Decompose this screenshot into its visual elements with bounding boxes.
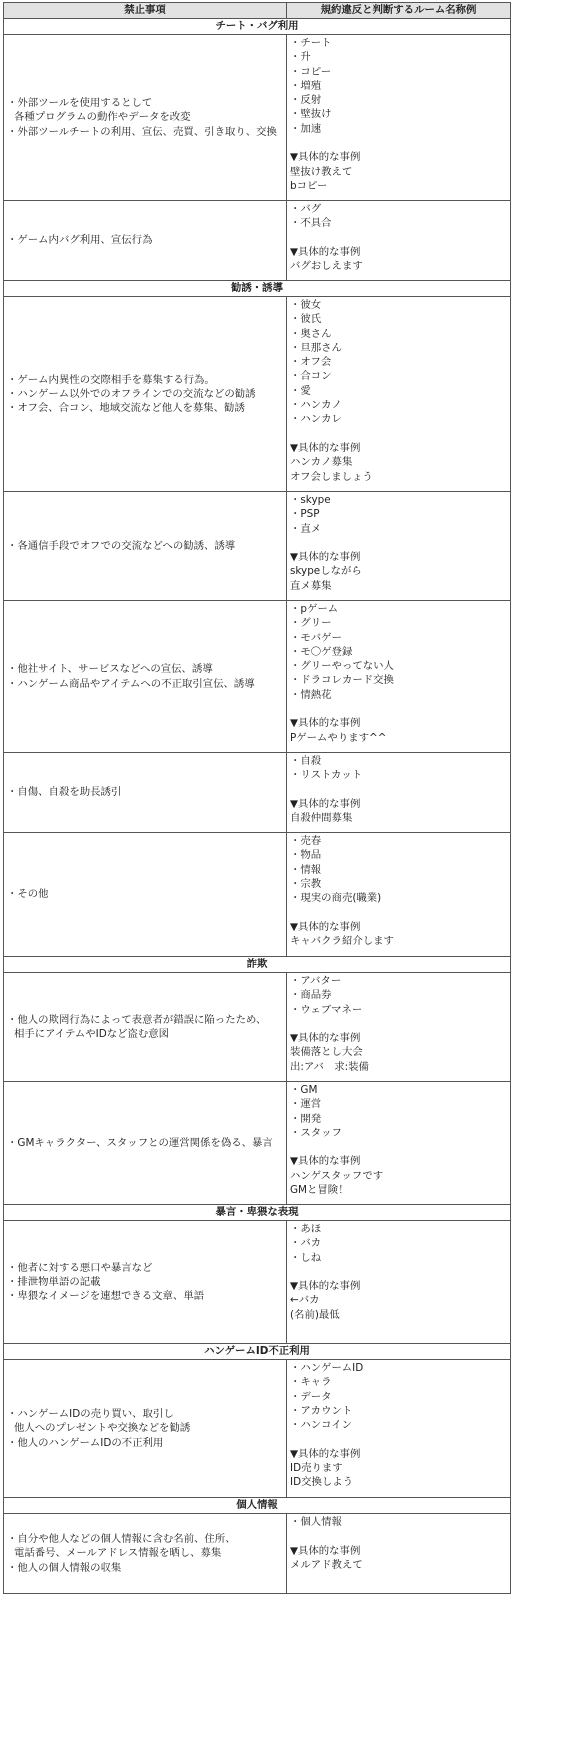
section-row: [4, 281, 511, 297]
case-label: ▼具体的な事例: [290, 245, 361, 258]
rule-row: [4, 492, 511, 601]
section-row: [4, 957, 511, 973]
prohibited-action-cell: [4, 492, 287, 601]
spacer: [290, 1529, 507, 1543]
prohibited-action-line: ・ゲーム内異性の交際相手を募集する行為。: [7, 373, 215, 386]
prohibited-action-line: 電話番号、メールアドレス情報を晒し、募集: [14, 1547, 222, 1560]
banned-word: ・反射: [290, 94, 322, 107]
rule-row: [4, 1360, 511, 1498]
case-example: ←バカ: [290, 1294, 320, 1307]
prohibited-action-cell: [4, 833, 287, 957]
rule-row: [4, 1082, 511, 1205]
rule-row: [4, 35, 511, 201]
prohibited-action-line: 各種プログラムの動作やデータを改変: [14, 111, 191, 124]
case-example: メルアド教えて: [290, 1558, 363, 1571]
room-name-examples-cell: [287, 973, 511, 1082]
header-row: [4, 3, 511, 19]
room-name-examples-cell: [287, 201, 511, 281]
spacer: [290, 136, 507, 150]
banned-word: ・壁抜け: [290, 108, 332, 121]
banned-word: ・売春: [290, 835, 322, 847]
case-label: ▼具体的な事例: [290, 797, 361, 810]
rule-row: [4, 601, 511, 753]
case-example: GMと冒険！: [290, 1184, 349, 1197]
banned-word: ・PSP: [290, 508, 320, 521]
banned-word: ・運営: [290, 1098, 322, 1111]
prohibited-action-line: ・その他: [7, 888, 49, 901]
prohibited-action-line: ・他人の欺罔行為によって表意者が錯誤に陥ったため、: [7, 1013, 267, 1026]
room-name-examples-cell: [287, 297, 511, 492]
section-title: 詐欺: [4, 957, 511, 973]
room-name-examples-cell: [287, 1221, 511, 1344]
case-example: skypeしながら: [290, 565, 362, 578]
rule-row: [4, 201, 511, 281]
prohibited-action-cell: [4, 601, 287, 753]
prohibited-action-line: ・外部ツールを使用するとして: [7, 97, 153, 110]
banned-word: ・チート: [290, 37, 332, 49]
case-label: ▼具体的な事例: [290, 920, 361, 933]
banned-word: ・現実の商売(職業): [290, 892, 382, 905]
banned-word: ・物品: [290, 849, 322, 862]
banned-word: ・コピー: [290, 65, 332, 78]
banned-word: ・GM: [290, 1084, 318, 1096]
spacer: [290, 427, 507, 441]
case-label: ▼具体的な事例: [290, 1544, 361, 1557]
banned-word: ・加速: [290, 122, 322, 135]
spacer: [290, 702, 507, 716]
banned-word: ・升: [290, 51, 311, 64]
prohibited-action-line: ・卑猥なイメージを連想できる文章、単語: [7, 1290, 205, 1303]
banned-word: ・彼氏: [290, 313, 322, 326]
prohibited-action-line: ・他人のハンゲームIDの不正利用: [7, 1436, 164, 1449]
prohibited-action-cell: [4, 1360, 287, 1498]
case-example: 装備落とし大会: [290, 1046, 363, 1059]
banned-word: ・直メ: [290, 522, 322, 535]
prohibited-action-line: ・各通信手段でオフでの交流などへの勧誘、誘導: [7, 539, 236, 552]
section-row: [4, 1498, 511, 1514]
prohibited-action-line: ・他者に対する悪口や暴言など: [7, 1261, 153, 1274]
room-name-examples-cell: [287, 35, 511, 201]
prohibited-action-cell: [4, 1221, 287, 1344]
spacer: [290, 783, 507, 797]
room-name-examples-cell: [287, 753, 511, 833]
banned-word: ・データ: [290, 1390, 332, 1403]
case-label: ▼具体的な事例: [290, 1280, 361, 1293]
case-example: ハンカノ募集: [290, 456, 353, 469]
case-example: キャバクラ紹介します: [290, 935, 394, 948]
case-example: ハンゲスタッフです: [290, 1169, 384, 1182]
case-label: ▼具体的な事例: [290, 151, 361, 164]
case-example: ID交換しよう: [290, 1476, 354, 1489]
prohibited-action-cell: [4, 1514, 287, 1594]
prohibited-action-line: ・ゲーム内バグ利用、宣伝行為: [7, 234, 153, 247]
banned-word: ・個人情報: [290, 1516, 342, 1528]
banned-word: ・商品券: [290, 989, 332, 1002]
banned-word: ・情報: [290, 863, 322, 876]
rule-row: [4, 1514, 511, 1594]
prohibited-action-line: ・排泄物単語の記載: [7, 1275, 101, 1288]
banned-word: ・増殖: [290, 79, 322, 92]
banned-word: ・リストカット: [290, 769, 363, 782]
section-row: [4, 1344, 511, 1360]
case-example: ID売ります: [290, 1462, 343, 1475]
section-title: ハンゲームID不正利用: [4, 1344, 511, 1360]
banned-word: ・アカウント: [290, 1404, 353, 1417]
banned-word: ・開発: [290, 1112, 322, 1125]
banned-word: ・合コン: [290, 370, 332, 383]
case-example: 直メ募集: [290, 579, 332, 592]
banned-word: ・愛: [290, 384, 311, 397]
banned-word: ・ハンカレ: [290, 413, 342, 426]
prohibited-action-line: ・ハンゲーム商品やアイテムへの不正取引宣伝、誘導: [7, 677, 255, 690]
prohibited-action-line: ・他社サイト、サービスなどへの宣伝、誘導: [7, 663, 213, 676]
prohibited-action-cell: [4, 753, 287, 833]
banned-word: ・バカ: [290, 1237, 322, 1250]
case-example: Pゲームやります^^: [290, 731, 387, 744]
rule-row: [4, 297, 511, 492]
case-label: ▼具体的な事例: [290, 441, 361, 454]
section-title: 暴言・卑猥な表現: [4, 1205, 511, 1221]
banned-word: ・キャラ: [290, 1376, 332, 1389]
prohibited-action-line: ・GMキャラクター、スタッフとの運営関係を偽る、暴言: [7, 1136, 273, 1149]
prohibited-action-cell: [4, 973, 287, 1082]
prohibited-action-line: ・他人の個人情報の収集: [7, 1561, 122, 1574]
banned-word: ・スタッフ: [290, 1126, 342, 1139]
banned-word: ・情熱花: [290, 688, 332, 701]
case-example: (名前)最低: [290, 1308, 340, 1321]
rules-table-container: [3, 2, 510, 1594]
case-example: 壁抜け教えて: [290, 165, 353, 178]
prohibited-action-cell: [4, 297, 287, 492]
banned-word: ・モバゲー: [290, 631, 342, 644]
prohibited-action-line: ・外部ツールチートの利用、宣伝、売買、引き取り、交換: [7, 125, 277, 138]
case-example: 出:アバ 求:装備: [290, 1060, 369, 1073]
case-label: ▼具体的な事例: [290, 551, 361, 564]
banned-word: ・モ〇ゲ登録: [290, 645, 353, 658]
spacer: [290, 231, 507, 245]
rule-row: [4, 833, 511, 957]
prohibited-action-line: ・ハンゲームIDの売り買い、取引し: [7, 1408, 174, 1421]
spacer: [290, 536, 507, 550]
prohibited-action-line: ・ハンゲーム以外でのオフラインでの交流などの勧誘: [7, 387, 256, 400]
rule-row: [4, 753, 511, 833]
case-label: ▼具体的な事例: [290, 717, 361, 730]
rules-table-body: [4, 3, 511, 1594]
banned-word: ・ドラコレカード交換: [290, 674, 394, 687]
prohibited-action-cell: [4, 1082, 287, 1205]
banned-word: ・ウェブマネー: [290, 1003, 363, 1016]
banned-word: ・旦那さん: [290, 341, 342, 354]
prohibited-action-line: ・自傷、自殺を助長誘引: [7, 786, 122, 799]
rules-table: [3, 2, 511, 1594]
prohibited-action-cell: [4, 35, 287, 201]
section-title: 個人情報: [4, 1498, 511, 1514]
banned-word: ・pゲーム: [290, 603, 339, 615]
case-example: オフ会しましょう: [290, 470, 373, 483]
case-label: ▼具体的な事例: [290, 1032, 361, 1045]
room-name-examples-cell: [287, 1514, 511, 1594]
header-prohibited: 禁止事項: [4, 3, 287, 19]
prohibited-action-line: ・オフ会、合コン、地域交流など他人を募集、勧誘: [7, 402, 245, 415]
room-name-examples-cell: [287, 1082, 511, 1205]
section-row: [4, 19, 511, 35]
rule-row: [4, 973, 511, 1082]
banned-word: ・バグ: [290, 203, 322, 215]
banned-word: ・奥さん: [290, 327, 332, 340]
banned-word: ・ハンカノ: [290, 399, 342, 412]
banned-word: ・ハンコイン: [290, 1419, 353, 1432]
prohibited-action-line: 他人へのプレゼントや交換などを勧誘: [14, 1422, 191, 1435]
spacer: [290, 905, 507, 919]
room-name-examples-cell: [287, 601, 511, 753]
section-row: [4, 1205, 511, 1221]
banned-word: ・skype: [290, 494, 331, 506]
banned-word: ・しね: [290, 1251, 322, 1264]
banned-word: ・オフ会: [290, 356, 332, 369]
room-name-examples-cell: [287, 1360, 511, 1498]
spacer: [290, 1017, 507, 1031]
banned-word: ・彼女: [290, 299, 322, 311]
room-name-examples-cell: [287, 833, 511, 957]
section-title: 勧誘・誘導: [4, 281, 511, 297]
banned-word: ・自殺: [290, 755, 322, 767]
prohibited-action-cell: [4, 201, 287, 281]
case-label: ▼具体的な事例: [290, 1155, 361, 1168]
spacer: [290, 1140, 507, 1154]
banned-word: ・宗教: [290, 877, 322, 890]
banned-word: ・グリー: [290, 617, 332, 630]
banned-word: ・不具合: [290, 217, 332, 230]
prohibited-action-line: ・自分や他人などの個人情報に含む名前、住所、: [7, 1533, 236, 1546]
case-example: bコピー: [290, 179, 328, 192]
banned-word: ・あほ: [290, 1223, 322, 1235]
prohibited-action-line: 相手にアイテムやIDなど盗む意図: [14, 1028, 170, 1040]
case-example: 自殺仲間募集: [290, 812, 353, 825]
rule-row: [4, 1221, 511, 1344]
section-title: チート・バグ利用: [4, 19, 511, 35]
spacer: [290, 1265, 507, 1279]
header-room-examples: 規約違反と判断するルーム名称例: [287, 3, 511, 19]
room-name-examples-cell: [287, 492, 511, 601]
banned-word: ・アバター: [290, 975, 342, 987]
banned-word: ・グリーやってない人: [290, 660, 394, 673]
case-label: ▼具体的な事例: [290, 1447, 361, 1460]
banned-word: ・ハンゲームID: [290, 1362, 364, 1374]
spacer: [290, 1432, 507, 1446]
case-example: バグおしえます: [290, 260, 363, 273]
